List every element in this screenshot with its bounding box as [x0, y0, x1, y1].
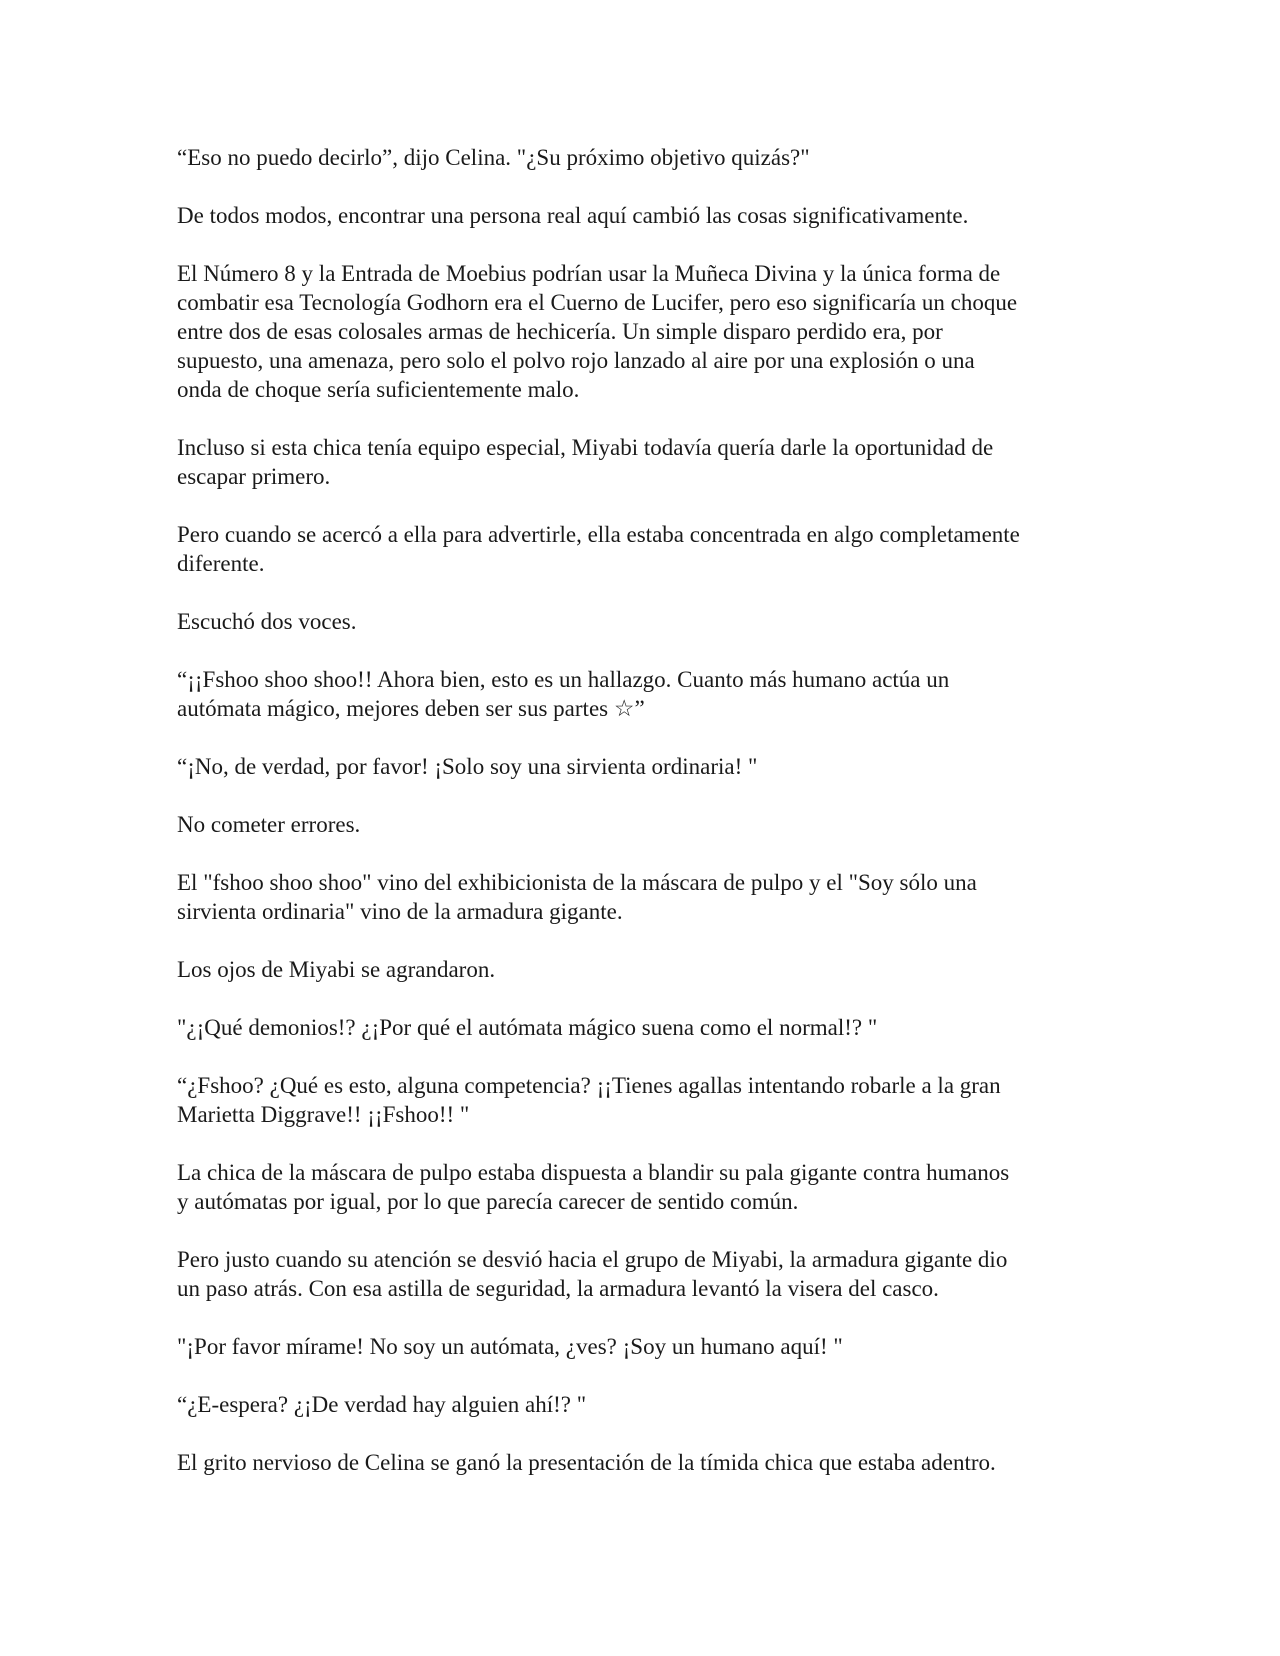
paragraph: El Número 8 y la Entrada de Moebius podrían usar la Muñeca Divina y la única forma de combatir esa Tecnología Godhorn era el Cuerno de Lucifer, pero eso significaría un choque entre dos de esas colosales armas de hechicería. Un simple disparo perdido era, por supuesto, una amenaza, pero solo el polvo rojo lanzado al aire por una explosión o una onda de choque sería suficientemente malo. [177, 261, 1018, 402]
paragraph: De todos modos, encontrar una persona real aquí cambió las cosas significativamente. [177, 203, 969, 228]
paragraph: Escuchó dos voces. [177, 609, 357, 634]
paragraph: “¿E-espera? ¿¡De verdad hay alguien ahí!? " [177, 1392, 587, 1417]
paragraph: Pero cuando se acercó a ella para advertirle, ella estaba concentrada en algo completamente diferente. [177, 522, 1020, 576]
paragraph: La chica de la máscara de pulpo estaba dispuesta a blandir su pala gigante contra humanos y autómatas por igual, por lo que parecía carecer de sentido común. [177, 1160, 1010, 1214]
document-page [177, 143, 1107, 1506]
paragraph: No cometer errores. [177, 812, 361, 837]
paragraph: "¡Por favor mírame! No soy un autómata, ¿ves? ¡Soy un humano aquí! " [177, 1334, 843, 1359]
paragraph: “¿Fshoo? ¿Qué es esto, alguna competencia? ¡¡Tienes agallas intentando robarle a la gran Marietta Diggrave!! ¡¡Fshoo!! " [177, 1073, 1001, 1127]
paragraph: El grito nervioso de Celina se ganó la presentación de la tímida chica que estaba adentro. [177, 1450, 996, 1475]
paragraph: El "fshoo shoo shoo" vino del exhibicionista de la máscara de pulpo y el "Soy sólo una sirvienta ordinaria" vino de la armadura gigante. [177, 870, 977, 924]
paragraph: “¡¡Fshoo shoo shoo!! Ahora bien, esto es un hallazgo. Cuanto más humano actúa un autómata mágico, mejores deben ser sus partes ☆” [177, 667, 950, 721]
paragraph: “Eso no puedo decirlo”, dijo Celina. "¿Su próximo objetivo quizás?" [177, 145, 810, 170]
paragraph: "¿¡Qué demonios!? ¿¡Por qué el autómata mágico suena como el normal!? " [177, 1015, 878, 1040]
paragraph: Pero justo cuando su atención se desvió hacia el grupo de Miyabi, la armadura gigante dio un paso atrás. Con esa astilla de seguridad, la armadura levantó la visera del casco. [177, 1247, 1008, 1301]
paragraph: Incluso si esta chica tenía equipo especial, Miyabi todavía quería darle la oportunidad de escapar primero. [177, 435, 994, 489]
paragraph: Los ojos de Miyabi se agrandaron. [177, 957, 496, 982]
paragraph: “¡No, de verdad, por favor! ¡Solo soy una sirvienta ordinaria! " [177, 754, 758, 779]
